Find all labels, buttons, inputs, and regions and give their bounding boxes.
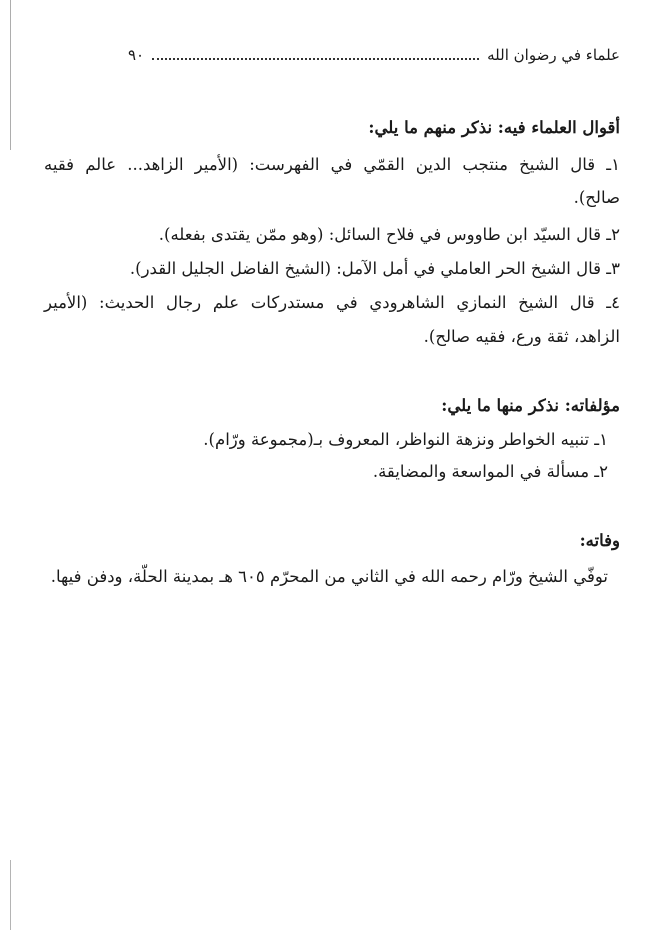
work-item-2: ٢ـ مسألة في المواسعة والمضايقة. [372, 462, 608, 481]
page-number: ٩٠ [128, 46, 145, 64]
saying-4-line-1: ٤ـ قال الشيخ النمازي الشاهرودي في مستدركات علم رجال الحديث: (الأمير [44, 293, 620, 312]
sayings-heading: أقوال العلماء فيه: نذكر منهم ما يلي: [368, 118, 620, 137]
death-heading: وفاته: [579, 531, 620, 550]
header-dot-leader [152, 58, 479, 60]
work-item-1: ١ـ تنبيه الخواطر ونزهة النواظر، المعروف بـ(مجموعة ورّام). [203, 430, 608, 449]
saying-1-line-1: ١ـ قال الشيخ منتجب الدين القمّي في الفهرست: (الأمير الزاهد... عالم فقيه [44, 155, 620, 174]
running-header-title: علماء في رضوان الله [487, 46, 620, 64]
saying-4-line-2: الزاهد، ثقة ورع، فقيه صالح). [423, 327, 620, 346]
death-text: توفّي الشيخ ورّام رحمه الله في الثاني من المحرّم ٦٠٥ هـ بمدينة الحلّة، ودفن فيها. [50, 567, 608, 586]
saying-2: ٢ـ قال السيّد ابن طاووس في فلاح السائل: (وهو ممّن يقتدى بفعله). [158, 225, 620, 244]
saying-3: ٣ـ قال الشيخ الحر العاملي في أمل الآمل: (الشيخ الفاضل الجليل القدر). [129, 259, 620, 278]
page-edge-mark-bottom [10, 860, 11, 930]
works-heading: مؤلفاته: نذكر منها ما يلي: [441, 396, 620, 415]
running-header [128, 42, 620, 68]
saying-1-line-2: صالح). [573, 188, 620, 207]
page-edge-mark-top [10, 0, 11, 150]
